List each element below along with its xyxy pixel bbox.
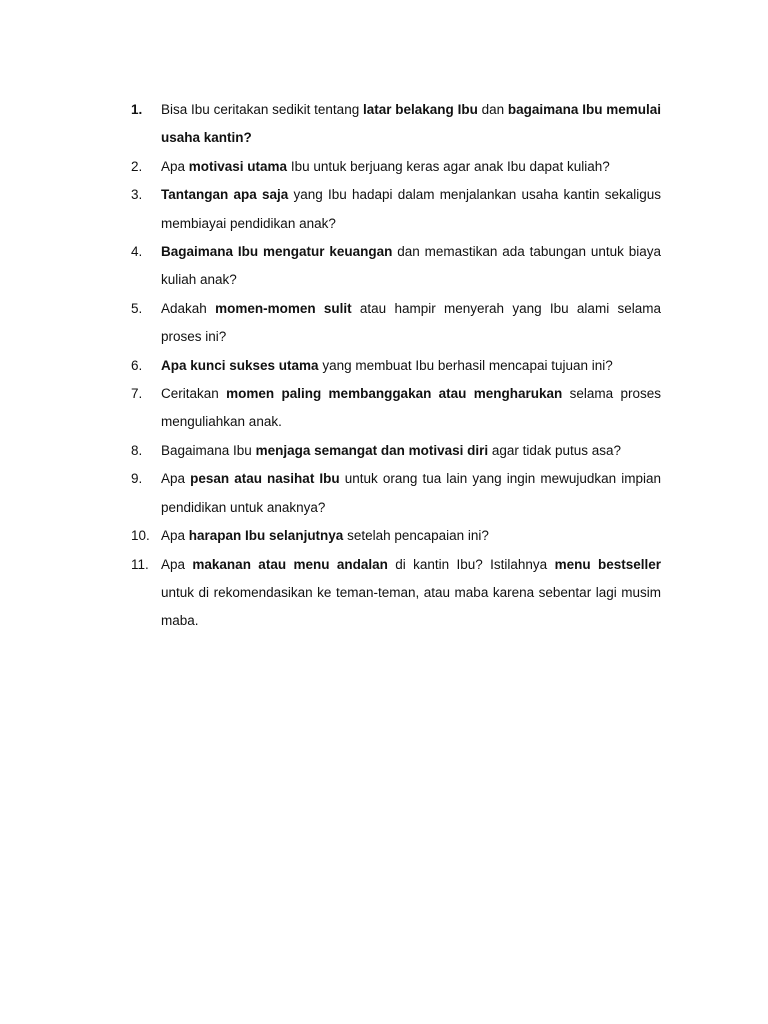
question-number: 2.	[131, 158, 143, 174]
question-text-segment: yang membuat Ibu berhasil mencapai tujuan ini?	[318, 357, 613, 373]
question-text	[161, 244, 661, 287]
question-text	[161, 528, 489, 543]
question-text-segment: Apa	[161, 471, 191, 487]
question-text	[161, 471, 661, 514]
emphasis-text: makanan atau menu andalan	[192, 556, 388, 572]
emphasis-text: Tantangan apa saja	[161, 187, 289, 203]
question-list	[131, 96, 661, 636]
question-text	[161, 443, 621, 458]
question-text-segment: setelah pencapaian ini?	[343, 528, 489, 544]
question-text-segment: Bisa Ibu ceritakan sedikit tentang	[161, 102, 363, 117]
question-number: 1.	[131, 102, 143, 117]
emphasis-text: menjaga semangat dan motivasi diri	[255, 442, 489, 458]
emphasis-text: menu bestseller	[554, 556, 661, 572]
question-text-segment: untuk di rekomendasikan ke teman-teman, atau maba karena sebentar lagi musim maba.	[161, 584, 661, 629]
question-text-segment: Bagaimana Ibu	[161, 442, 256, 458]
question-text-segment: yang Ibu hadapi dalam menjalankan usaha kantin sekaligus membiayai pendidikan anak?	[161, 187, 661, 231]
question-text	[161, 187, 661, 230]
emphasis-text: latar belakang Ibu	[362, 102, 478, 117]
question-text-segment: Apa	[161, 528, 189, 544]
question-item	[131, 522, 661, 550]
question-item	[131, 352, 661, 380]
question-text-segment: Adakah	[161, 300, 216, 316]
question-item	[131, 181, 661, 238]
question-text-segment: atau hampir menyerah yang Ibu alami selama proses ini?	[161, 300, 661, 345]
emphasis-text: Apa kunci sukses utama	[161, 357, 319, 373]
emphasis-text: bagaimana Ibu memulai usaha kantin?	[161, 102, 661, 146]
question-number: 8.	[131, 442, 143, 458]
question-number: 9.	[131, 471, 143, 487]
question-text-segment: Ibu untuk berjuang keras agar anak Ibu dapat kuliah?	[287, 158, 610, 174]
question-text	[161, 557, 661, 629]
emphasis-text: motivasi utama	[188, 158, 288, 174]
question-text	[161, 301, 661, 344]
question-item	[131, 437, 661, 465]
emphasis-text: momen paling membanggakan atau mengharukan	[226, 386, 563, 402]
question-item	[131, 238, 661, 295]
emphasis-text: harapan Ibu selanjutnya	[188, 528, 344, 544]
emphasis-text: pesan atau nasihat Ibu	[190, 471, 340, 487]
question-item	[131, 153, 661, 181]
question-item	[131, 465, 661, 522]
question-text-segment: Apa	[161, 556, 193, 572]
question-text-segment: di kantin Ibu? Istilahnya	[387, 556, 555, 572]
question-text-segment: untuk orang tua lain yang ingin mewujudkan impian pendidikan untuk anaknya?	[161, 471, 661, 515]
question-number: 3.	[131, 187, 143, 203]
question-number: 7.	[131, 386, 143, 402]
question-text-segment: agar tidak putus asa?	[488, 442, 621, 458]
question-text-segment: dan	[477, 102, 508, 117]
question-item	[131, 380, 661, 437]
question-item	[131, 295, 661, 352]
emphasis-text: momen-momen sulit	[215, 300, 352, 316]
question-text-segment: dan memastikan ada tabungan untuk biaya kuliah anak?	[161, 244, 661, 288]
question-item	[131, 96, 661, 153]
question-text	[161, 386, 661, 429]
question-number: 6.	[131, 357, 143, 373]
question-number: 4.	[131, 244, 143, 260]
question-text	[161, 102, 661, 145]
emphasis-text: Bagaimana Ibu mengatur keuangan	[161, 244, 393, 260]
question-text-segment: Ceritakan	[161, 386, 227, 402]
question-number: 10.	[131, 528, 150, 544]
question-text-segment: selama proses menguliahkan anak.	[161, 386, 662, 430]
question-text	[161, 159, 610, 174]
question-text	[161, 358, 613, 373]
question-number: 5.	[131, 300, 143, 316]
question-item	[131, 551, 661, 636]
question-text-segment: Apa	[161, 158, 189, 174]
question-number: 11.	[131, 556, 149, 572]
